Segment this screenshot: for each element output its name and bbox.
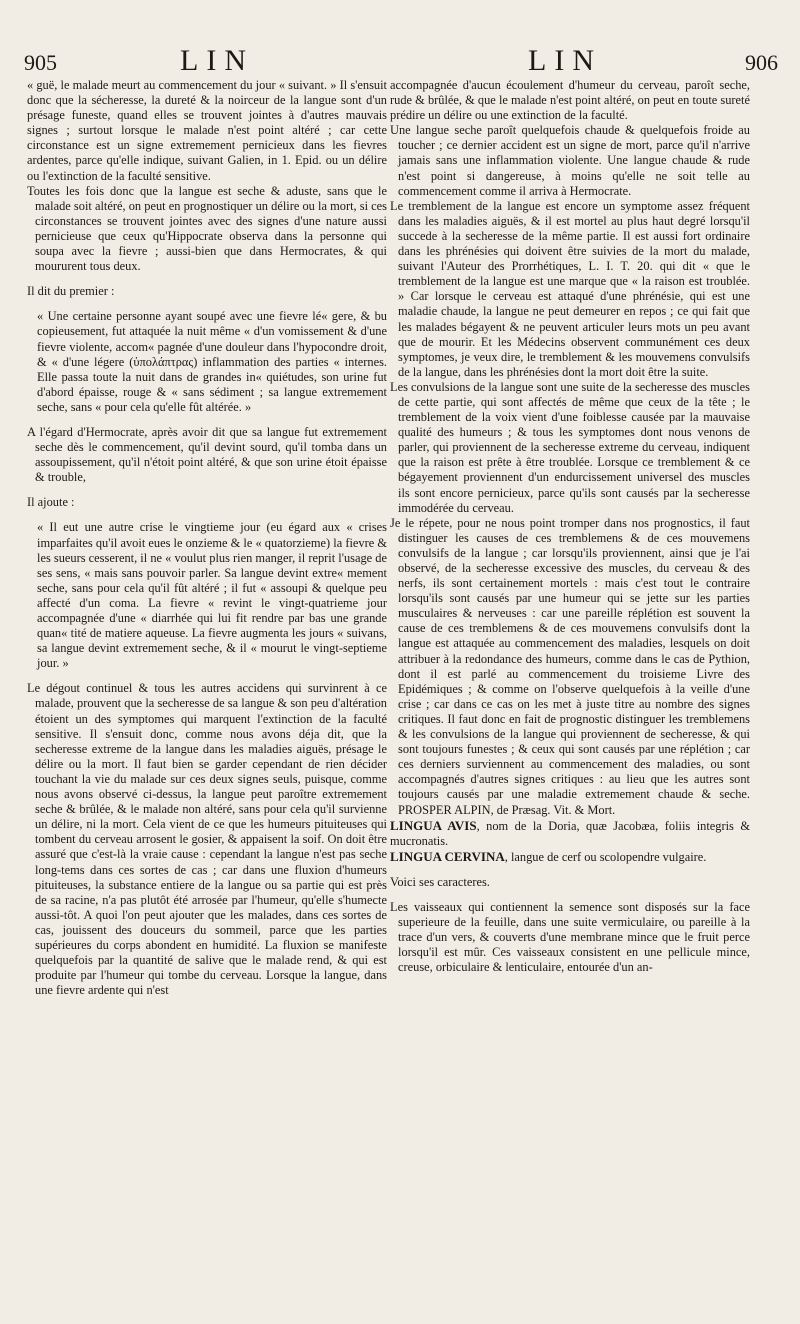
entry-headword: LINGUA AVIS: [390, 817, 477, 833]
quoted-passage: « Il eut une autre crise le vingtieme jour (eu égard aux « crises imparfaites qu'il avoit eues le onzieme & le « quatorzieme) la fievre & les sueurs cesserent, il ne « voulut plus rien manger, il reprit l'usage de ses sens, « mais sans pouvoir parler. Sa langue devint extre« mement seche, sans pour cela qu'il fût altéré ; il fut « assoupi & quelque peu affecté d'un coma. La fievre « revint le vingt-quatrieme jour accompagnée d'une « diarrhée qui lui fit rendre par bas une grande quan« tité de matiere aqueuse. La fievre augmenta les jours « suivans, sa langue devint extremement seche, & il « mourut le vingt-septieme jour. »: [37, 520, 387, 671]
text-paragraph: « guë, le malade meurt au commencement du jour « suivant. » Il s'ensuit donc que la sécheresse, la dureté & la noirceur de la langue sont d'un présage funeste, quand elles se trouvent jointes à d'autres mauvais signes ; surtout lorsque le malade n'est point altéré ; car cette circonstance est un signe extremement pernicieux dans les fievres ardentes, parce qu'elle indique, suivant Galien, in 1. Epid. ou un délire ou l'extinction de la faculté sensitive.: [27, 78, 387, 183]
entry-headword: LINGUA CERVINA: [390, 848, 505, 864]
paragraph-gap: [27, 415, 387, 425]
paragraph-gap: [27, 299, 387, 309]
text-paragraph: Il ajoute :: [27, 495, 75, 510]
text-paragraph: Les vaisseaux qui contiennent la semence sont disposés sur la face superieure de la feuille, dans une suite vermiculaire, ou pareille à la trace d'un vers, & couverts d'une membrane mince que le fruit perce lorsqu'il est mûr. Ces vaisseaux consistent en une pellicule mince, creuse, orbiculaire & lenticulaire, entourée d'un an-: [390, 899, 750, 975]
right-page-number: 906: [745, 50, 778, 75]
paragraph-gap: [390, 890, 750, 900]
text-paragraph: Une langue seche paroît quelquefois chaude & quelquefois froide au toucher ; ce dernier accident est un signe de mort, parce qu'il n'arrive jamais sans une inflammation violente. Une langue chaude & rude n'est point si dangereuse, à moins qu'elle ne soit telle au commencement comme il arriva à Hermocrate.: [390, 123, 750, 198]
dictionary-entry: [390, 818, 750, 849]
entry-definition: , langue de cerf ou scolopendre vulgaire.: [504, 849, 707, 864]
text-paragraph: Le tremblement de la langue est encore un symptome assez fréquent dans les maladies aiguës, & il est mortel au plus haut degré lorsqu'il succede à la secheresse de la même partie. Il est aussi fort ordinaire dans les phrénésies qui doivent être suivies de la mort du malade, suivant l'Auteur des Prorrhétiques, L. I. T. 20. qui dit « que le tremblement de la langue est une marque que « la raison est troublée. » Car lorsque le cerveau est attaqué d'une phrénésie, qui est une maladie chaude, la langue ne peut demeurer en repos ; ce qui fait que les malades bégayent & ne peuvent articuler leurs mots un peu avant que de mourir. Et les Médecins observent communément ces deux symptomes, je veux dire, le tremblement & les mouvemens convulsifs de la langue, dans les phrénésies dont la mort doit être la suite.: [390, 198, 750, 379]
text-paragraph: Voici ses caracteres.: [390, 874, 490, 889]
paragraph-gap: [27, 510, 387, 520]
left-running-head: LIN: [180, 44, 254, 77]
paragraph-gap: [390, 865, 750, 875]
paragraph-gap: [27, 274, 387, 284]
text-paragraph: A l'égard d'Hermocrate, après avoir dit que sa langue fut extremement seche dès le commencement, qu'il devint sourd, qu'il tomba dans un assoupissement, qu'il n'étoit point altéré, & que son urine étoit épaisse & trouble,: [27, 424, 387, 485]
text-paragraph: Toutes les fois donc que la langue est seche & aduste, sans que le malade soit altéré, on peut en prognostiquer un délire ou la mort, si ces circonstances se trouvent jointes avec des signes d'une nature aussi pernicieuse que ceux qu'Hippocrate observa dans la personne qui soupa avec la fievre ; aussi-bien que dans Hermocrates, & qui moururent tous deux.: [27, 183, 387, 274]
paragraph-gap: [27, 485, 387, 495]
right-text-column: [390, 78, 750, 975]
dictionary-entry: [390, 849, 750, 865]
entry-definition: , nom de la Doria, quæ Jacobæa, foliis integris & mucronatis.: [390, 818, 750, 848]
text-paragraph: Le dégout continuel & tous les autres accidens qui survinrent à ce malade, prouvent que la secheresse de sa langue & son peu d'altération étoient un des symptomes qui marquent l'extinction de la faculté sensitive. Il s'ensuit donc, comme nous avons déja dit, que la secheresse extreme de la langue dans les maladies aiguës, présage le délire ou la mort. Il faut bien se garder cependant de rien décider touchant la vie du malade sur ces deux signes seuls, puisque, comme nous avons observé ci-dessus, la langue peut paroître extremement seche & brûlée, & le malade non altéré, sans pour cela qu'il survienne un délire, ni la mort. Cela vient de ce que les humeurs pituiteuses qui tombent du cerveau arrosent le gosier, & appaisent la soif. On doit être assuré que c'est-là la vraie cause : cependant la langue n'est pas seche long-tems dans ces sortes de cas ; car dans une fluxion d'humeurs pituiteuses, la substance entiere de la langue ou sa partie qui est près de sa racine, n'a pas plutôt été arrosée par l'humeur, qu'elle s'humecte aussi-tôt. A quoi l'on peut ajouter que les malades, dans ces sortes de cas, jouissent des douceurs du sommeil, parce que les parties supérieures du corps abondent en humidité. La fluxion se manifeste quelquefois par la quantité de salive que le malade rend, & qui est produite par l'humeur qui tombe du cerveau. Lorsque la langue, dans une fievre ardente qui n'est: [27, 681, 387, 998]
text-paragraph: accompagnée d'aucun écoulement d'humeur du cerveau, paroît seche, rude & brûlée, & que le malade n'est point altéré, on peut en toute sureté prédire un délire ou une extinction de la faculté.: [390, 78, 750, 123]
right-running-head: LIN: [528, 44, 602, 77]
quoted-passage: « Une certaine personne ayant soupé avec une fievre lé« gere, & bu copieusement, fut attaquée la nuit même « d'un vomissement & d'une fievre violente, accom« pagnée d'une douleur dans l'hypocondre droit, & « d'une légere (ὑπολάπτρας) inflammation des parties « internes. Elle passa toute la nuit dans de grandes in« quiétudes, son urine fut d'abord épaisse, rouge & « sans sédiment ; sa langue extremement seche, sans « pour cela qu'elle fût altérée. »: [37, 309, 387, 414]
text-paragraph: Il dit du premier :: [27, 284, 115, 299]
text-paragraph: Les convulsions de la langue sont une suite de la secheresse des muscles de cette partie, qui sont affectés de même que ceux de la tête ; le tremblement de la voix vient d'une foiblesse causée par la mauvaise qualité des humeurs ; & tous les symptomes dont nous venons de parler, qui proviennent de la secheresse extreme du cerveau, indiquent que la raison est prête à être troublée. Lorsque ce tremblement & ce bégayement proviennent d'un endurcissement universel des muscles ils sont encore pernicieux, parce qu'ils sont causés par la secheresse immodérée du cerveau.: [390, 379, 750, 515]
paragraph-gap: [27, 671, 387, 681]
left-text-column: [27, 78, 387, 998]
text-paragraph: Je le répete, pour ne nous point tromper dans nos prognostics, il faut distinguer les causes de ces tremblemens & de ces mouvemens convulsifs de la langue ; car lorsqu'ils proviennent, ainsi que je l'ai observé, de la secheresse excessive des muscles, du cerveau & des nerfs, ils sont certainement mortels : mais c'est tout le contraire lorsqu'ils sont causés par une humeur qui se jette sur les parties musculaires & nerveuses : car une pareille réplétion est souvent la cause de ces tremblemens & de ces mouvemens convulsifs dont la langue est attaquée au commencement des maladies, lesquels on doit attribuer à la redondance des humeurs, comme dans le cas de Pythion, dont il est parlé au commencement du troisieme Livre des Epidémiques ; & comme on l'observe quelquefois à la veille d'une crise ; car dans ce cas on les met à juste titre au nombre des signes critiques. Il faut donc en fait de prognostic distinguer les tremblemens & les convulsions de la langue qui proviennent de secheresse, & qui sont toujours funestes ; & ceux qui sont causés par une réplétion ; car ces derniers surviennent au commencement des maladies, ou sont accompagnés d'autres signes critiques : au lieu que les autres sont toujours causés par une maladie extremement chaude & seche. PROSPER ALPIN, de Præsag. Vit. & Mort.: [390, 515, 750, 817]
left-page-number: 905: [24, 50, 57, 75]
